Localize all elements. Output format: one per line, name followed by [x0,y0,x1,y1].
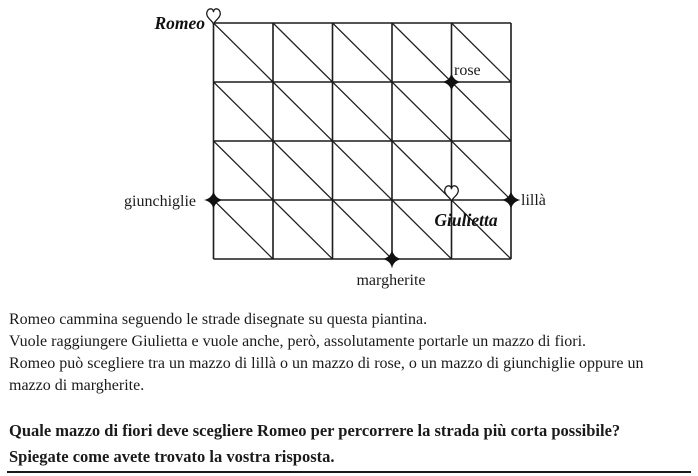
romeo-label: Romeo [154,13,205,33]
giulietta-heart-icon [445,186,459,201]
rose-label: rose [454,62,481,79]
margherite-label: margherite [356,272,426,289]
question-line: Spiegate come avete trovato la vostra risposta. [9,447,335,466]
paragraph-line: Romeo può scegliere tra un mazzo di lillà o un mazzo di rose, o un mazzo di giunchiglie oppure un [9,355,644,372]
giulietta-label: Giulietta [434,210,498,230]
problem-question [9,418,620,470]
giunchiglie-label: giunchiglie [124,193,196,210]
lilla-label: lillà [521,192,546,209]
paragraph-line: mazzo di margherite. [9,377,145,394]
paragraph-line: Vuole raggiungere Giulietta e vuole anche, però, assolutamente portarle un mazzo di fiori. [9,333,587,350]
problem-statement [9,309,643,397]
question-line: Quale mazzo di fiori deve scegliere Romeo per percorrere la strada più corta possibile? [9,421,621,440]
paragraph-line: Romeo cammina seguendo le strade disegnate su questa piantina. [9,311,428,328]
bottom-divider [7,471,691,473]
romeo-heart-icon [207,9,221,24]
